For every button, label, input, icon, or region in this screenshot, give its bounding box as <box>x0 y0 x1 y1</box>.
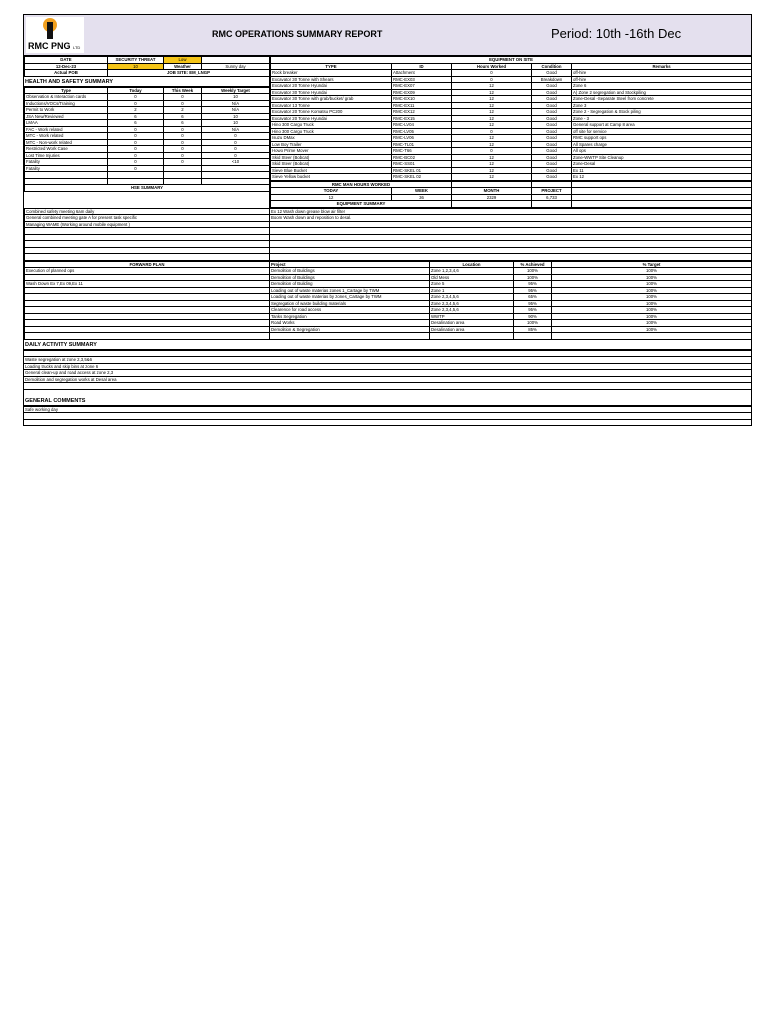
hse-row-cell: 0 <box>164 159 202 166</box>
equipment-summary-title: EQUIPMENT SUMMARY <box>271 201 452 208</box>
company-logo <box>26 17 84 53</box>
project-row-cell: Demolition & Segregation <box>270 326 430 333</box>
hse-row-cell: MTC - Work related <box>25 133 108 140</box>
date-value: 12-Dec-23 <box>25 63 108 70</box>
hse-row-cell: Lost Time Injuries <box>25 152 108 159</box>
equipment-row-cell: RMC-EX07 <box>392 83 452 90</box>
equipment-row-cell: Good <box>532 83 572 90</box>
project-row-cell: 100% <box>514 320 552 327</box>
equip-col-type: TYPE <box>271 63 392 70</box>
equip-col-id: ID <box>392 63 452 70</box>
project-row-cell: 95% <box>514 307 552 314</box>
forward-plan-table <box>24 261 752 340</box>
equipment-row-cell: Breakdown <box>532 76 572 83</box>
project-row-cell: 100% <box>552 294 752 301</box>
hse-row-cell: 0 <box>202 133 270 140</box>
date-info-table <box>24 56 270 77</box>
equip-col-remarks: Remarks <box>572 63 752 70</box>
equipment-row-cell: Good <box>532 109 572 116</box>
project-row-cell: Loading out of waste materias by zones_Cartage by TWM <box>270 294 430 301</box>
manhours-col-month: MONTH <box>452 188 532 195</box>
project-row-cell: 95% <box>514 287 552 294</box>
hse-row-cell: N/A <box>202 107 270 114</box>
hse-row-cell: Fatality <box>25 165 108 172</box>
hse-row-cell: 0 <box>164 146 202 153</box>
equipment-row-cell: Good <box>532 148 572 155</box>
hse-row-cell: 10 <box>202 113 270 120</box>
equipment-row-cell: RMC-EX12 <box>392 109 452 116</box>
equipment-row-cell: Zone 6 <box>572 83 752 90</box>
equipment-row-cell: RMC-TL01 <box>392 141 452 148</box>
project-row-cell: Zone 2,3,4,5,6 <box>430 307 514 314</box>
equipment-row-cell: Excavator 20 Tonne Hyundai <box>271 115 392 122</box>
hse-row-cell: 0 <box>164 133 202 140</box>
hse-row-cell: N/A <box>202 100 270 107</box>
hse-row-cell: JSA New/Reviewed <box>25 113 108 120</box>
equipment-row-cell: 12 <box>452 122 532 129</box>
manhours-col-week: WEEK <box>392 188 452 195</box>
report-title: RMC OPERATIONS SUMMARY REPORT <box>212 29 383 39</box>
summary-lines-table <box>24 208 752 261</box>
equipment-row-cell: Skid Steer (Bobcat) <box>271 154 392 161</box>
proj-col-achieved: % Achieved <box>514 261 552 268</box>
equipment-row-cell: Good <box>532 96 572 103</box>
hse-row-cell: 2 <box>164 107 202 114</box>
equipment-row-cell: All Spares charge <box>572 141 752 148</box>
equipment-row-cell: 0 <box>452 70 532 77</box>
hse-row-cell: 0 <box>108 133 164 140</box>
equipment-row-cell: 12 <box>452 141 532 148</box>
hse-row-cell: FAC - Work related <box>25 126 108 133</box>
equipment-row-cell: off site for service <box>572 128 752 135</box>
daily-activity-line: Loading trucks and skip bins at zone 6 <box>24 363 751 370</box>
project-row-cell: 100% <box>514 268 552 275</box>
equipment-row-cell: RMC-SKEL 01 <box>392 167 452 174</box>
security-value: Low <box>164 57 202 64</box>
hse-row-cell: Inductions/VOCs/Training <box>25 100 108 107</box>
project-row-cell: Desalination area <box>430 326 514 333</box>
equipment-row-cell: Good <box>532 70 572 77</box>
equipment-row-cell: Rock breaker <box>271 70 392 77</box>
equipment-row-cell: A) Zone 2 segregation and Stockpiling <box>572 89 752 96</box>
equipment-row-cell: Good <box>532 89 572 96</box>
hse-row-cell: 6 <box>164 120 202 127</box>
hse-col-today: Today <box>108 87 164 94</box>
manhours-title: RMC MAN HOURS WORKED <box>271 181 452 188</box>
equipment-row-cell: RMC-EX15 <box>392 115 452 122</box>
equipment-row-cell: RMC-EX09 <box>392 89 452 96</box>
equipment-row <box>271 174 752 181</box>
project-row-cell: Desalination area <box>430 320 514 327</box>
hse-row-cell: 0 <box>108 100 164 107</box>
equipment-row-cell: Excavator 20 Tonne Komatsu PC200 <box>271 109 392 116</box>
equipment-row-cell: Sieve Yellow bucket <box>271 174 392 181</box>
equipment-row-cell: Zone-Desal <box>572 161 752 168</box>
equipment-row-cell: RMC-EX10 <box>392 96 452 103</box>
equip-col-hours: Hours Worked <box>452 63 532 70</box>
equipment-row-cell: RMC-SS01 <box>392 161 452 168</box>
equipment-row-cell: All ops <box>572 148 752 155</box>
equipment-row-cell: 12 <box>452 83 532 90</box>
equipment-row-cell: off-hire <box>572 70 752 77</box>
hse-row-cell: 0 <box>164 126 202 133</box>
right-column <box>270 56 751 208</box>
hse-row-cell: Permit to Work <box>25 107 108 114</box>
logo-text: RMC PNG <box>28 41 71 51</box>
equipment-row-cell: RMC-EX03 <box>392 76 452 83</box>
hse-col-week: This Week <box>164 87 202 94</box>
hse-row-cell: 0 <box>202 139 270 146</box>
equipment-row-cell: Howo Prime Mover <box>271 148 392 155</box>
project-row-cell: 100% <box>552 274 752 281</box>
equipment-row-cell: Good <box>532 102 572 109</box>
forward-plan-line: Wash Down Ex 7,Ex 09,Ex 11 <box>25 281 270 288</box>
daily-activity-table <box>24 350 751 390</box>
equipment-row-cell: Low Boy Trailer <box>271 141 392 148</box>
project-row-cell: 100% <box>552 320 752 327</box>
hse-row-cell: 10 <box>202 94 270 101</box>
project-row-cell: 100% <box>552 326 752 333</box>
equipment-row-cell: Zone - 3 <box>572 115 752 122</box>
project-row-cell: Demolition of Buildings <box>270 268 430 275</box>
equipment-row-cell: 12 <box>452 161 532 168</box>
forward-plan-title: FORWARD PLAN <box>25 261 270 268</box>
pob-value: 10 <box>108 63 164 70</box>
weather-value: Sunny day <box>202 63 270 70</box>
equipment-row-cell: 12 <box>452 96 532 103</box>
equipment-summary-line: Ex 12 Wash down grease blow air filter <box>270 208 752 215</box>
report-sheet <box>23 14 752 426</box>
manhours-col-project: PROJECT <box>532 188 572 195</box>
hse-row-cell: 6 <box>164 113 202 120</box>
equipment-rows <box>271 70 752 181</box>
equip-col-condition: Condition <box>532 63 572 70</box>
hse-row-cell: 0 <box>108 146 164 153</box>
equipment-row-cell: 12 <box>452 135 532 142</box>
equipment-row-cell: Hino 300 Cargo Truck <box>271 128 392 135</box>
equipment-row-cell: 12 <box>452 109 532 116</box>
manhours-week: 36 <box>392 194 452 201</box>
general-comment-line: Safe working day <box>24 406 751 413</box>
equipment-row-cell: Good <box>532 167 572 174</box>
project-row-cell: Zone 5 <box>430 281 514 288</box>
equipment-row-cell: Good <box>532 154 572 161</box>
project-row-cell: 95% <box>514 300 552 307</box>
project-row-cell: 100% <box>552 281 752 288</box>
hse-row-cell: LMAA <box>25 120 108 127</box>
equipment-row-cell: Good <box>532 115 572 122</box>
equipment-table <box>270 56 752 181</box>
daily-activity-line: Waste segregation at zone 2,3,5&6 <box>24 357 751 364</box>
project-row-cell: 100% <box>552 307 752 314</box>
manhours-project: 6,733 <box>532 194 572 201</box>
hse-row-cell: Restricted Work Case <box>25 146 108 153</box>
security-label: SECURITY THREAT <box>108 57 164 64</box>
hse-row-cell: 10 <box>202 120 270 127</box>
hse-rows <box>25 94 270 172</box>
equipment-row-cell: RMC-SKEL 02 <box>392 174 452 181</box>
daily-activity-title: DAILY ACTIVITY SUMMARY <box>24 340 751 350</box>
logo-subtext: LTD <box>73 45 81 50</box>
equipment-summary-line: Boom Wash down and reposition to desal. <box>270 215 752 222</box>
hse-row-cell: 0 <box>108 139 164 146</box>
proj-col-project: Project <box>270 261 430 268</box>
pob-label: Actual POB <box>25 70 108 77</box>
hse-row-cell: 0 <box>202 152 270 159</box>
hse-row-cell: N/A <box>202 126 270 133</box>
project-row-cell: 100% <box>552 300 752 307</box>
equipment-row-cell: Excavator 30 Tonne with grab/bucket/ grab <box>271 96 392 103</box>
project-row-cell: 100% <box>514 274 552 281</box>
hse-summary-line: General combined meeting gate A for present task specific <box>25 215 270 222</box>
weather-label: Weather <box>164 63 202 70</box>
project-row-cell: 85% <box>514 326 552 333</box>
hse-row-cell: 0 <box>108 94 164 101</box>
project-row-cell: 90% <box>514 313 552 320</box>
report-period: Period: 10th -16th Dec <box>551 26 682 41</box>
equipment-row-cell: Excavator 20 Tonne Hyundai <box>271 83 392 90</box>
equipment-row-cell: Excavator 30 Tonne Hyundai <box>271 89 392 96</box>
project-row-cell: 65% <box>514 294 552 301</box>
equipment-row-cell: 0 <box>452 148 532 155</box>
project-row-cell: Zone 1,2,3,4,6 <box>430 268 514 275</box>
project-row-cell: 95% <box>514 281 552 288</box>
equipment-row-cell: 0 <box>452 128 532 135</box>
equipment-row-cell: Isuzu DMax <box>271 135 392 142</box>
hse-row-cell: MTC - Non-work related <box>25 139 108 146</box>
manhours-col-today: TODAY <box>271 188 392 195</box>
project-row-cell: Demolition of Buildings <box>270 274 430 281</box>
manhours-month: 2329 <box>452 194 532 201</box>
equipment-row-cell: Good <box>532 122 572 129</box>
equipment-row-cell: off-hire <box>572 76 752 83</box>
project-row-cell: Zone 2,3,4,5,6 <box>430 294 514 301</box>
equipment-row-cell: Good <box>532 141 572 148</box>
general-comments-table <box>24 406 751 426</box>
report-header <box>24 15 751 56</box>
hse-row-cell: 0 <box>108 126 164 133</box>
equipment-row-cell: 12 <box>452 115 532 122</box>
project-row-cell: Old Mess <box>430 274 514 281</box>
manhours-table <box>270 181 752 208</box>
project-row-cell: Zone 2,3,4,5,6 <box>430 300 514 307</box>
hse-col-target: Weekly Target <box>202 87 270 94</box>
equipment-row-cell: Good <box>532 128 572 135</box>
hse-row-cell: <10 <box>202 159 270 166</box>
manhours-today: 12 <box>271 194 392 201</box>
project-row-cell: 100% <box>552 313 752 320</box>
project-rows <box>25 268 752 333</box>
equipment-row-cell: Zone-WWTP Site Cleanup <box>572 154 752 161</box>
equipment-row-cell: 12 <box>452 89 532 96</box>
project-row-cell: WWTP <box>430 313 514 320</box>
equipment-row-cell: Excavator 30 Tonne with Shears <box>271 76 392 83</box>
project-row-cell: Tanks Segregation <box>270 313 430 320</box>
equipment-row-cell: Ex 11 <box>572 167 752 174</box>
hse-summary-line: Combined safety meeting 6am daily <box>25 208 270 215</box>
hse-row-cell: 0 <box>164 139 202 146</box>
equipment-row-cell: Attachment <box>392 70 452 77</box>
hse-col-type: Type <box>25 87 108 94</box>
top-section <box>24 56 751 208</box>
hse-row-cell: Observation & Interaction cards <box>25 94 108 101</box>
equipment-row-cell: Excavator 13 Tonne <box>271 102 392 109</box>
equipment-row-cell: Sieve Blue Bucket <box>271 167 392 174</box>
equipment-row-cell: RMC-LV04 <box>392 122 452 129</box>
hse-table <box>24 87 270 192</box>
equipment-row-cell: RMC-T66 <box>392 148 452 155</box>
left-column <box>24 56 270 208</box>
equipment-row-cell: Hino 300 Cargo Truck <box>271 122 392 129</box>
project-row-cell: Clearence for road access <box>270 307 430 314</box>
project-row-cell: Zone 1 <box>430 287 514 294</box>
hse-row-cell: 6 <box>108 120 164 127</box>
equipment-row-cell: Skid Steer (Bobcat) <box>271 161 392 168</box>
equipment-row-cell: Zone 2 - Segregation & Stock piling <box>572 109 752 116</box>
hse-row-cell: Fatality <box>25 159 108 166</box>
equipment-row-cell: 12 <box>452 167 532 174</box>
equipment-row-cell: Good <box>532 161 572 168</box>
project-row-cell: Road Works <box>270 320 430 327</box>
equipment-row-cell: Good <box>532 135 572 142</box>
forward-plan-line: Execution of planned ops <box>25 268 270 275</box>
daily-activity-line: Demolition and segregation works at Desal area <box>24 376 751 383</box>
equipment-row-cell: 12 <box>452 174 532 181</box>
hse-summary-line: Managing WAME (Working around mobile equipment ) <box>25 221 270 228</box>
project-row-cell: Segregation of waste building materials <box>270 300 430 307</box>
equipment-row-cell: RMC-EX11 <box>392 102 452 109</box>
tower-icon <box>47 22 53 39</box>
equipment-row-cell: 12 <box>452 154 532 161</box>
hse-summary-title: HSE SUMMARY <box>25 185 270 192</box>
equipment-row-cell: 0 <box>452 76 532 83</box>
general-comments-title: GENERAL COMMENTS <box>24 390 751 406</box>
equipment-row-cell: Ex 12 <box>572 174 752 181</box>
proj-col-location: Location <box>430 261 514 268</box>
daily-activity-line: General clean-up and road access at zone 2,3 <box>24 370 751 377</box>
equipment-row-cell: RMC-LV06 <box>392 135 452 142</box>
equipment-row-cell: General support at Camp 8 area <box>572 122 752 129</box>
job-site: JOB SITE: EM_LNGP <box>108 70 270 77</box>
equipment-row-cell: RMC support ops <box>572 135 752 142</box>
hse-row-cell: 0 <box>108 165 164 172</box>
equipment-row-cell: RMC-BC02 <box>392 154 452 161</box>
hse-row-cell: 0 <box>108 152 164 159</box>
project-row-cell: Loading out of waste materias zones 1_Cartage by TWM <box>270 287 430 294</box>
equipment-row-cell: Good <box>532 174 572 181</box>
hse-row-cell: 0 <box>164 94 202 101</box>
project-row-cell: Demolition of Building <box>270 281 430 288</box>
hse-row-cell: 0 <box>164 100 202 107</box>
hse-row-cell: 2 <box>108 107 164 114</box>
date-label: DATE <box>25 57 108 64</box>
project-row-cell: 100% <box>552 268 752 275</box>
equipment-row-cell: 12 <box>452 102 532 109</box>
equipment-title: EQUIPMENT ON SITE <box>271 57 752 64</box>
equipment-row-cell: Zone 3 <box>572 102 752 109</box>
project-row-cell: 100% <box>552 287 752 294</box>
hse-row-cell: 0 <box>202 146 270 153</box>
hse-row-cell: 6 <box>108 113 164 120</box>
hse-title: HEALTH AND SAFETY SUMMARY <box>24 77 269 87</box>
proj-col-target: % Target <box>552 261 752 268</box>
equipment-row-cell: Zone-Desal -Separate Steel from concrete <box>572 96 752 103</box>
hse-row-cell: 0 <box>108 159 164 166</box>
equipment-row-cell: RMC-LV05 <box>392 128 452 135</box>
hse-row-cell: 0 <box>164 152 202 159</box>
